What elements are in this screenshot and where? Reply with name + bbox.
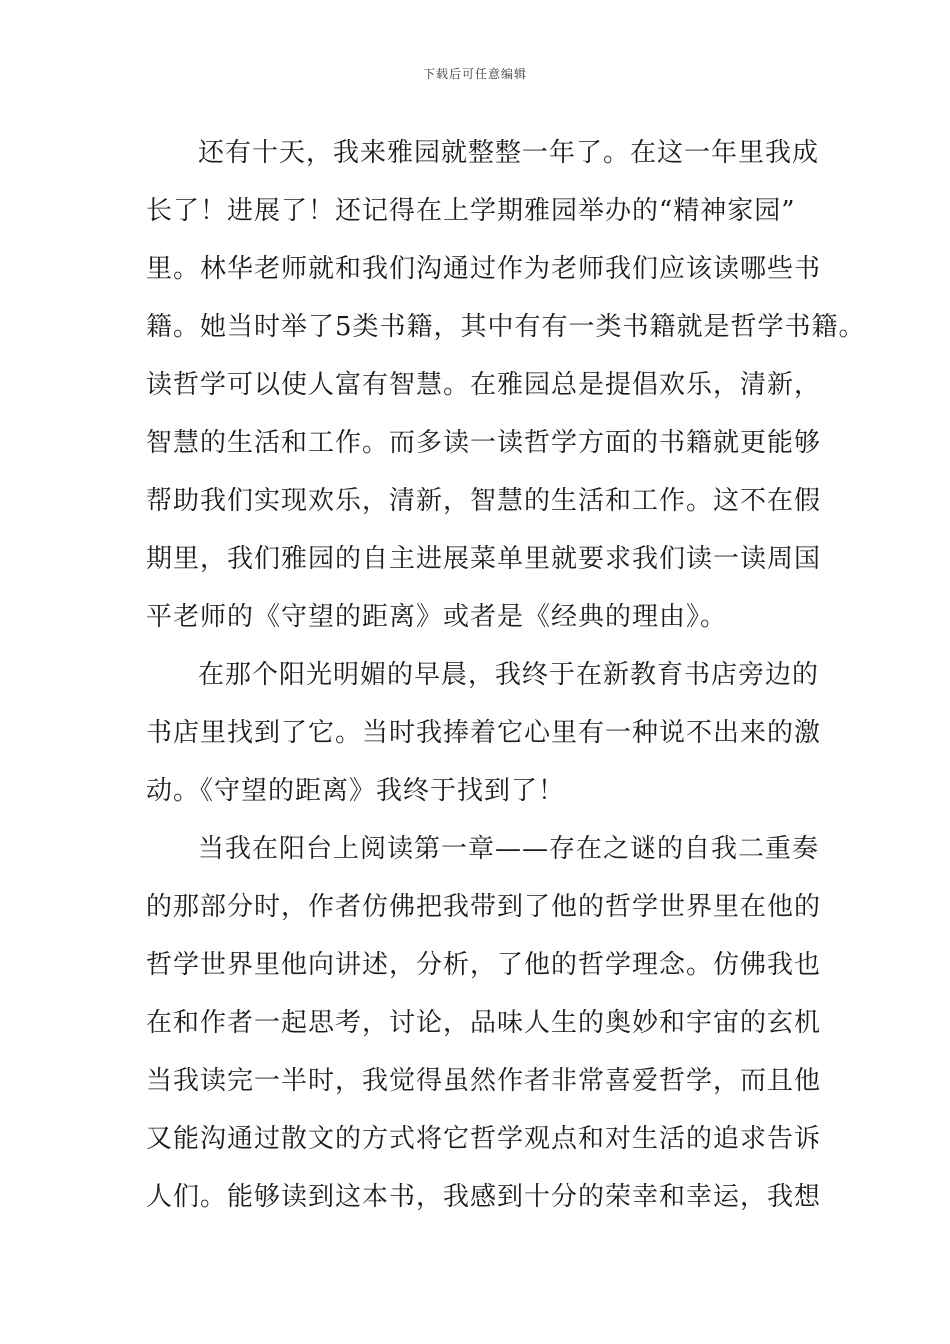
text-line: 里。林华老师就和我们沟通过作为老师我们应该读哪些书 xyxy=(146,254,822,284)
text-line: 还有十天，我来雅园就整整一年了。在这一年里我成 xyxy=(198,138,820,168)
text-line: 又能沟通过散文的方式将它哲学观点和对生活的追求告诉 xyxy=(146,1124,822,1154)
text-line: 动。《守望的距离》我终于找到了！ xyxy=(146,776,566,806)
text-line: 书店里找到了它。当时我捧着它心里有一种说不出来的激 xyxy=(146,718,822,748)
text-line: 帮助我们实现欢乐，清新，智慧的生活和工作。这不在假 xyxy=(146,486,822,516)
text-line: 智慧的生活和工作。而多读一读哲学方面的书籍就更能够 xyxy=(146,428,822,458)
text-line: 平老师的《守望的距离》或者是《经典的理由》。 xyxy=(146,602,728,632)
text-line: 人们。能够读到这本书，我感到十分的荣幸和幸运，我想 xyxy=(146,1182,822,1212)
paragraph-2 xyxy=(146,646,822,820)
text-line: 当我读完一半时，我觉得虽然作者非常喜爱哲学，而且他 xyxy=(146,1066,822,1096)
page-header: 下载后可任意编辑 xyxy=(422,67,527,81)
text-line: 在那个阳光明媚的早晨，我终于在新教育书店旁边的 xyxy=(198,660,820,690)
text-line: 期里，我们雅园的自主进展菜单里就要求我们读一读周国 xyxy=(146,544,822,574)
text-line: 哲学世界里他向讲述，分析，了他的哲学理念。仿佛我也 xyxy=(146,950,822,980)
text-line: 籍。她当时举了5类书籍，其中有有一类书籍就是哲学书籍。 xyxy=(146,312,866,342)
document-body xyxy=(146,124,866,1226)
text-line: 在和作者一起思考，讨论，品味人生的奥妙和宇宙的玄机 xyxy=(146,1008,822,1038)
paragraph-1 xyxy=(146,124,866,646)
text-line: 长了！进展了！还记得在上学期雅园举办的“精神家园” xyxy=(146,196,796,226)
text-line: 读哲学可以使人富有智慧。在雅园总是提倡欢乐，清新， xyxy=(146,370,822,400)
text-line: 的那部分时，作者仿佛把我带到了他的哲学世界里在他的 xyxy=(146,892,822,922)
paragraph-3 xyxy=(146,820,822,1226)
text-line: 当我在阳台上阅读第一章——存在之谜的自我二重奏 xyxy=(198,834,820,864)
